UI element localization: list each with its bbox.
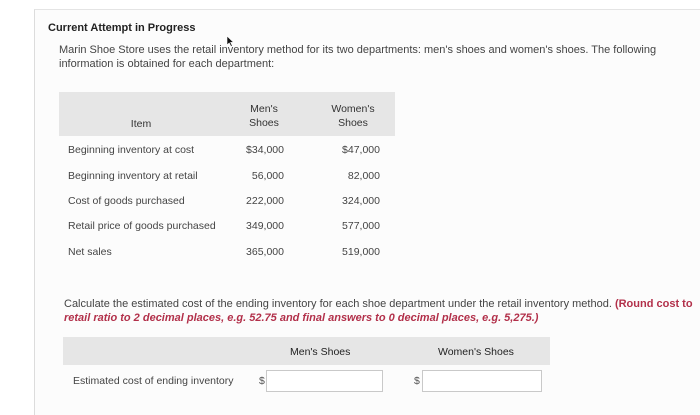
col-mens-header-line1: Men's (250, 103, 278, 115)
mens-currency-symbol: $ (259, 375, 265, 387)
answer-table-header (63, 337, 550, 365)
row-label-beginning-cost: Beginning inventory at cost (68, 144, 195, 156)
row-label-net-sales: Net sales (68, 246, 112, 258)
womens-retail-purchased: 577,000 (342, 220, 380, 232)
col-mens-header-line2: Shoes (249, 117, 279, 129)
mens-retail-purchased: 349,000 (246, 220, 284, 232)
rounding-instruction-detail: retail ratio to 2 decimal places, e.g. 52.75 and final answers to 0 decimal places, e.g. 5,275.) (64, 312, 539, 324)
question-prompt (64, 297, 694, 325)
question-text: Calculate the estimated cost of the ending inventory for each shoe department under the retail inventory method. (64, 298, 612, 310)
mens-beginning-retail: 56,000 (251, 170, 284, 182)
womens-ending-inventory-input[interactable] (422, 370, 542, 392)
mens-cost-purchased: 222,000 (246, 195, 284, 207)
answer-col-womens: Women's Shoes (438, 346, 514, 358)
mens-net-sales: 365,000 (246, 246, 284, 258)
col-womens-header-line1: Women's (331, 103, 375, 115)
info-table-header (59, 92, 395, 136)
row-label-cost-purchased: Cost of goods purchased (68, 195, 185, 207)
row-label-retail-purchased: Retail price of goods purchased (68, 220, 216, 232)
rounding-instruction: (Round cost to (614, 298, 693, 310)
estimated-cost-label: Estimated cost of ending inventory (73, 375, 234, 387)
problem-intro: Marin Shoe Store uses the retail inventory method for its two departments: men's shoes and women's shoes. The following information is obtained for each department: (59, 44, 657, 70)
row-label-beginning-retail: Beginning inventory at retail (68, 170, 198, 182)
col-item-header: Item (130, 118, 152, 130)
mens-beginning-cost: $34,000 (246, 144, 284, 156)
mens-ending-inventory-input[interactable] (266, 370, 383, 392)
col-womens-header-line2: Shoes (338, 117, 368, 129)
answer-col-mens: Men's Shoes (290, 346, 351, 358)
attempt-status-title: Current Attempt in Progress (48, 22, 196, 34)
womens-net-sales: 519,000 (342, 246, 380, 258)
womens-beginning-retail: 82,000 (347, 170, 380, 182)
womens-currency-symbol: $ (414, 375, 420, 387)
womens-beginning-cost: $47,000 (342, 144, 380, 156)
womens-cost-purchased: 324,000 (342, 195, 380, 207)
